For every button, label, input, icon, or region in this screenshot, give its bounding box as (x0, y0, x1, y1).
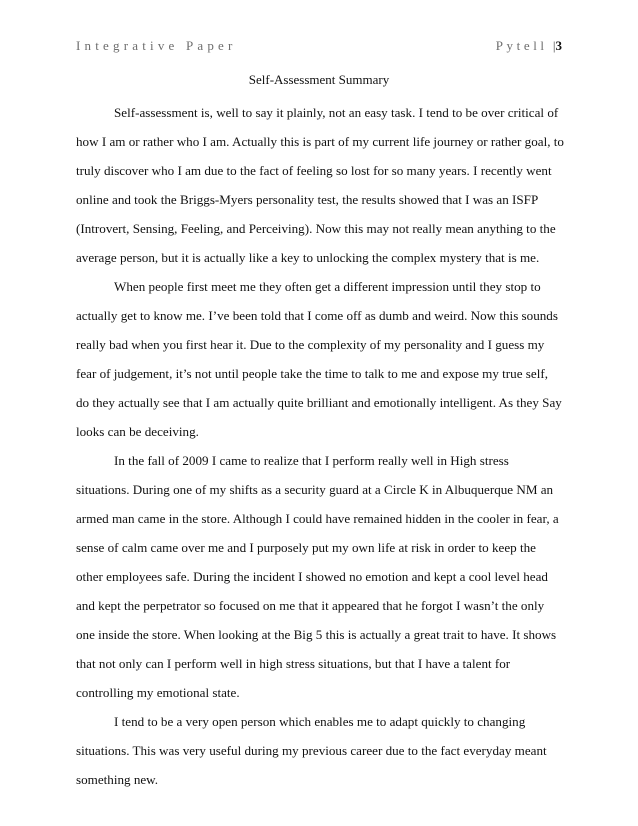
running-head-right (496, 38, 562, 54)
paragraph: When people first meet me they often get a different impression until they stop to actually get to know me. I’ve been told that I come off as dumb and weird. Now this sounds really bad when you first hear it. Due to the complexity of my personality and I guess my fear of judgement, it’s not until people take the time to talk to me and expose my true self, do they actually see that I am actually quite brilliant and emotionally intelligent. As they Say looks can be deceiving. (76, 279, 562, 439)
page-header (76, 38, 562, 58)
document-body (76, 98, 564, 794)
section-title: Self-Assessment Summary (248, 72, 390, 87)
running-head-title: Integrative Paper (76, 38, 237, 53)
paragraph: Self-assessment is, well to say it plainly, not an easy task. I tend to be over critical of how I am or rather who I am. Actually this is part of my current life journey or rather goal, to truly discover who I am due to the fact of feeling so lost for so many years. I recently went online and took the Briggs-Myers personality test, the results showed that I was an ISFP (Introvert, Sensing, Feeling, and Perceiving). Now this may not really mean anything to the average person, but it is actually like a key to unlocking the complex mystery that is me. (76, 105, 564, 265)
header-separator: | (552, 38, 556, 53)
page-number: 3 (555, 38, 562, 53)
paragraph: I tend to be a very open person which enables me to adapt quickly to changing situations. This was very useful during my previous career due to the fact everyday meant something new. (76, 714, 547, 787)
author-name: Pytell (495, 38, 548, 53)
paragraph: In the fall of 2009 I came to realize that I perform really well in High stress situations. During one of my shifts as a security guard at a Circle K in Albuquerque NM an armed man came in the store. Although I could have remained hidden in the cooler in fear, a sense of calm came over me and I purposely put my own life at risk in order to keep the other employees safe. During the incident I showed no emotion and kept a cool level head and kept the perpetrator so focused on me that it appeared that he forgot I wasn’t the only one inside the store. When looking at the Big 5 this is actually a great trait to have. It shows that not only can I perform well in high stress situations, but that I have a talent for controlling my emotional state. (76, 453, 559, 700)
